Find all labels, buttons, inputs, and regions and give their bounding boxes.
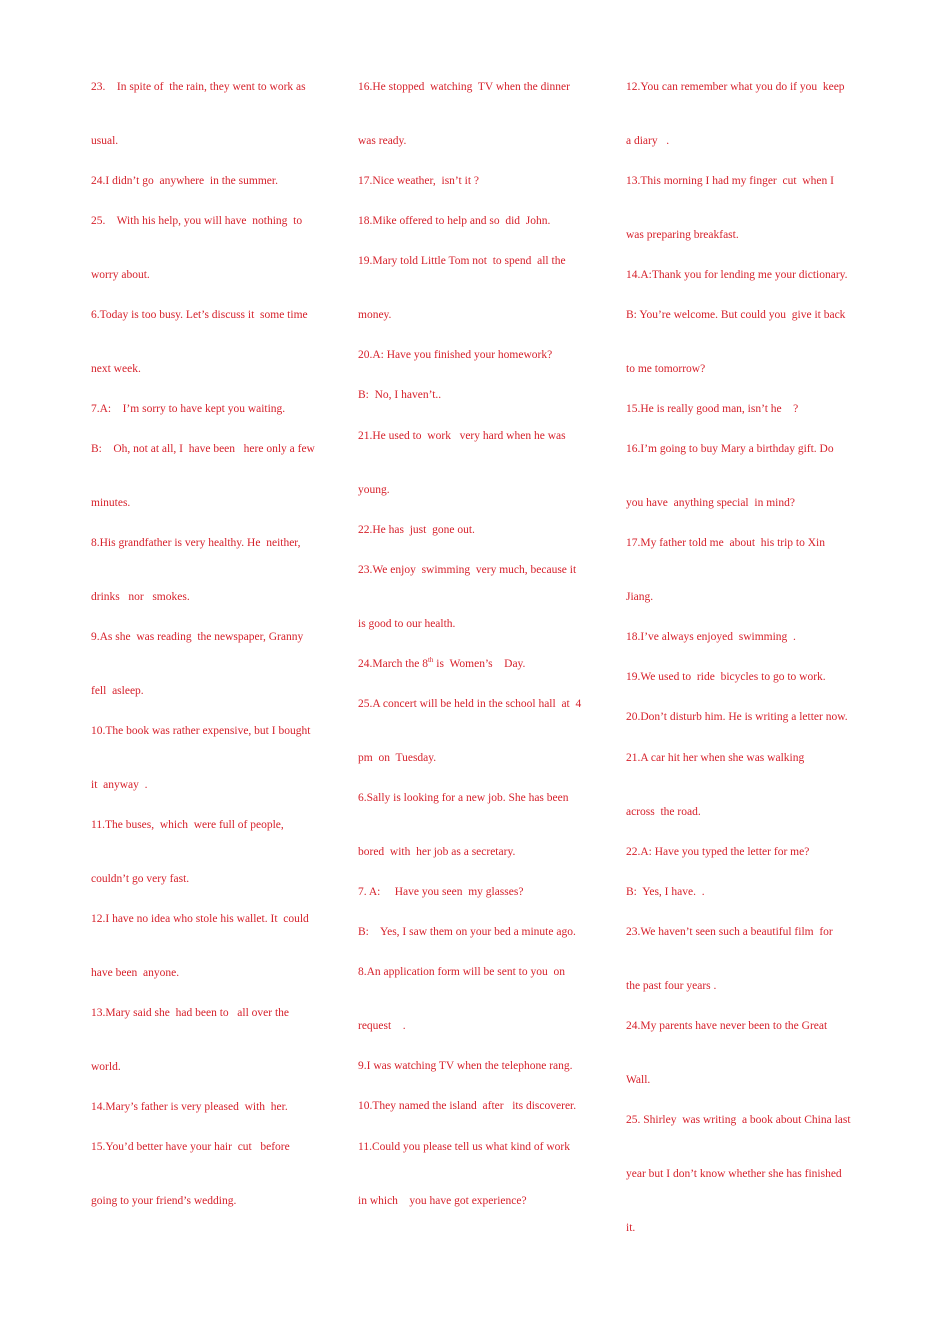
- text-line: [358, 657, 525, 671]
- text-line: 20.Don’t disturb him. He is writing a letter now.: [626, 711, 848, 723]
- text-line: 17.Nice weather, isn’t it ?: [358, 175, 479, 187]
- text-line: 8.An application form will be sent to you on: [358, 966, 565, 978]
- text-line: 7. A: Have you seen my glasses?: [358, 886, 524, 898]
- text-line: B: Oh, not at all, I have been here only a few: [91, 443, 315, 455]
- text-line: worry about.: [91, 269, 150, 281]
- text-line: 24.My parents have never been to the Great: [626, 1020, 828, 1032]
- text-line: B: You’re welcome. But could you give it back: [626, 309, 846, 321]
- text-line: young.: [358, 484, 390, 496]
- text-line: going to your friend’s wedding.: [91, 1195, 237, 1207]
- text-line: 23.We haven’t seen such a beautiful film for: [626, 926, 833, 938]
- text-line: 24.I didn’t go anywhere in the summer.: [91, 175, 278, 187]
- text-line: 13.Mary said she had been to all over the: [91, 1007, 289, 1019]
- text-line: 10.The book was rather expensive, but I bought: [91, 725, 311, 737]
- text-line: Jiang.: [626, 591, 654, 603]
- text-line: Wall.: [626, 1074, 651, 1086]
- text-line: have been anyone.: [91, 967, 180, 979]
- text-line: it.: [626, 1222, 636, 1234]
- text-line: 16.He stopped watching TV when the dinner: [358, 81, 570, 93]
- text-line: you have anything special in mind?: [626, 497, 795, 509]
- text-line: bored with her job as a secretary.: [358, 846, 516, 858]
- text-line: 19.We used to ride bicycles to go to work.: [626, 671, 826, 683]
- text-line: next week.: [91, 363, 141, 375]
- text-line: B: Yes, I saw them on your bed a minute ago.: [358, 926, 576, 938]
- text-line: 12.You can remember what you do if you keep: [626, 81, 845, 93]
- text-line: the past four years .: [626, 980, 717, 992]
- text-line: was ready.: [358, 135, 407, 147]
- superscript: th: [427, 656, 434, 665]
- text-line: drinks nor smokes.: [91, 591, 190, 603]
- text-line: world.: [91, 1061, 121, 1073]
- text-line: to me tomorrow?: [626, 363, 706, 375]
- text-line: in which you have got experience?: [358, 1195, 527, 1207]
- text-line: 11.Could you please tell us what kind of work: [358, 1141, 570, 1153]
- text-line: 17.My father told me about his trip to Xin: [626, 537, 825, 549]
- text-segment: is Women’s Day.: [433, 658, 526, 670]
- text-line: across the road.: [626, 806, 701, 818]
- text-line: 8.His grandfather is very healthy. He neither,: [91, 537, 301, 549]
- text-line: 13.This morning I had my finger cut when I: [626, 175, 834, 187]
- text-line: 21.A car hit her when she was walking: [626, 752, 805, 764]
- text-line: 25.A concert will be held in the school hall at 4: [358, 698, 582, 710]
- text-line: 25. Shirley was writing a book about China last: [626, 1114, 851, 1126]
- text-line: 11.The buses, which were full of people,: [91, 819, 284, 831]
- text-line: 15.He is really good man, isn’t he ?: [626, 403, 799, 415]
- text-line: 20.A: Have you finished your homework?: [358, 349, 553, 361]
- text-line: 6.Sally is looking for a new job. She has been: [358, 792, 569, 804]
- text-line: fell asleep.: [91, 685, 144, 697]
- text-line: was preparing breakfast.: [626, 229, 739, 241]
- text-line: 22.He has just gone out.: [358, 524, 475, 536]
- text-line: 16.I’m going to buy Mary a birthday gift. Do: [626, 443, 834, 455]
- text-line: 12.I have no idea who stole his wallet. It could: [91, 913, 309, 925]
- text-line: minutes.: [91, 497, 131, 509]
- text-segment: 24.March the 8: [358, 658, 428, 670]
- text-line: B: No, I haven’t..: [358, 389, 442, 401]
- text-line: 14.Mary’s father is very pleased with her.: [91, 1101, 288, 1113]
- text-line: 6.Today is too busy. Let’s discuss it some time: [91, 309, 308, 321]
- text-line: 21.He used to work very hard when he was: [358, 430, 566, 442]
- text-line: it anyway .: [91, 779, 148, 791]
- text-line: 18.Mike offered to help and so did John.: [358, 215, 551, 227]
- text-line: 15.You’d better have your hair cut before: [91, 1141, 290, 1153]
- text-line: B: Yes, I have. .: [626, 886, 705, 898]
- text-line: 25. With his help, you will have nothing to: [91, 215, 303, 227]
- text-line: 10.They named the island after its discoverer.: [358, 1100, 577, 1112]
- text-line: usual.: [91, 135, 119, 147]
- text-line: 22.A: Have you typed the letter for me?: [626, 846, 810, 858]
- text-line: is good to our health.: [358, 618, 456, 630]
- text-line: a diary .: [626, 135, 670, 147]
- text-line: 23. In spite of the rain, they went to work as: [91, 81, 306, 93]
- text-line: 7.A: I’m sorry to have kept you waiting.: [91, 403, 286, 415]
- text-line: 19.Mary told Little Tom not to spend all the: [358, 255, 566, 267]
- text-line: couldn’t go very fast.: [91, 873, 190, 885]
- text-line: 9.I was watching TV when the telephone rang.: [358, 1060, 573, 1072]
- text-line: pm on Tuesday.: [358, 752, 437, 764]
- text-line: money.: [358, 309, 392, 321]
- text-line: request .: [358, 1020, 406, 1032]
- text-line: 23.We enjoy swimming very much, because it: [358, 564, 577, 576]
- text-line: 14.A:Thank you for lending me your dictionary.: [626, 269, 848, 281]
- text-line: year but I don’t know whether she has finished: [626, 1168, 842, 1180]
- text-line: 9.As she was reading the newspaper, Granny: [91, 631, 304, 643]
- text-line: 18.I’ve always enjoyed swimming .: [626, 631, 796, 643]
